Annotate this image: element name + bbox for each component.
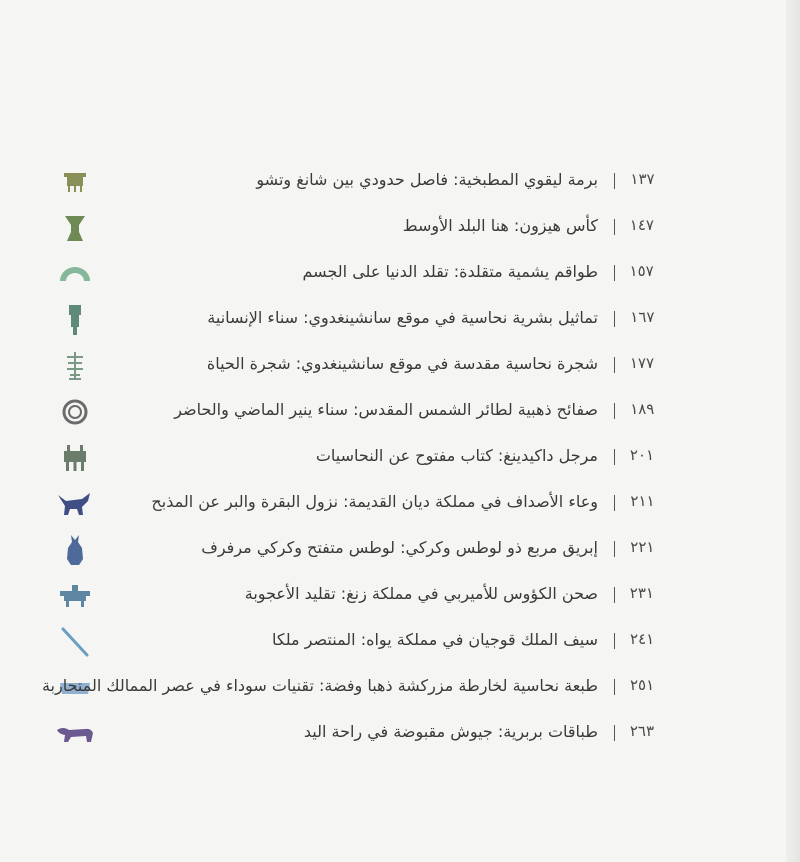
toc-entry[interactable] (40, 346, 760, 392)
page-edge-shadow (786, 0, 800, 862)
toc-entry-page-number: ٢٢١ (630, 538, 655, 556)
toc-entry-title: طواقم يشمية متقلدة: تقلد الدنيا على الجسم (302, 262, 598, 281)
separator-bar (614, 449, 615, 465)
toc-entry-title: إبريق مربع ذو لوطس وكركي: لوطس متفتح وكركي مرفرف (201, 538, 598, 557)
toc-entry-title: وعاء الأصداف في مملكة ديان القديمة: نزول البقرة والبر عن المذبح (151, 492, 598, 511)
toc-entry-title: طبعة نحاسية لخارطة مزركشة ذهبا وفضة: تقنيات سوداء في عصر الممالك المتحاربة (41, 676, 598, 695)
toc-entry-page-number: ٢٠١ (629, 446, 655, 464)
bronze-tree-icon (50, 350, 100, 382)
lotus-crane-pot-icon (50, 534, 100, 566)
toc-entry[interactable] (40, 622, 760, 668)
toc-entry-page-number: ١٨٩ (630, 400, 655, 418)
toc-entry-title: مرجل داكيدينغ: كتاب مفتوح عن النحاسيات (315, 446, 598, 465)
separator-bar (614, 679, 615, 695)
toc-entry-page-number: ٢٤١ (630, 630, 655, 648)
toc-entry-title: كأس هيزون: هنا البلد الأوسط (402, 216, 598, 235)
toc-entry-page-number: ١٥٧ (629, 262, 654, 280)
toc-entry[interactable] (40, 254, 760, 300)
toc-entry[interactable] (40, 300, 760, 346)
toc-entry[interactable] (40, 438, 760, 484)
separator-bar (614, 357, 615, 373)
separator-bar (614, 265, 615, 281)
zun-cup-icon (50, 212, 100, 244)
ding-cauldron-icon (50, 442, 100, 474)
toc-entry[interactable] (40, 530, 760, 576)
toc-entry[interactable] (40, 714, 760, 760)
toc-entry-page-number: ١٧٧ (629, 354, 655, 372)
toc-entry[interactable] (40, 392, 760, 438)
toc-entry-title: سيف الملك قوجيان في مملكة يواه: المنتصر ملكا (272, 630, 598, 649)
tiger-plaque-icon (50, 718, 100, 750)
toc-entry-page-number: ١٤٧ (629, 216, 654, 234)
toc-entry-page-number: ١٦٧ (630, 308, 655, 326)
toc-entry-page-number: ٢٣١ (629, 584, 654, 602)
toc-entry-page-number: ٢١١ (630, 492, 655, 510)
cup-dish-icon (50, 580, 100, 612)
separator-bar (614, 633, 615, 649)
bull-container-icon (50, 488, 100, 520)
bronze-figure-icon (50, 304, 100, 336)
toc-entry[interactable] (40, 162, 760, 208)
toc-entry-title: برمة ليقوي المطبخية: فاصل حدودي بين شانغ وتشو (256, 170, 598, 189)
jade-arc-icon (50, 258, 100, 290)
bronze-vessel-icon (50, 166, 100, 198)
toc-entry-title: صحن الكؤوس للأميربي في مملكة زنغ: تقليد الأعجوبة (244, 584, 598, 603)
separator-bar (614, 587, 615, 603)
toc-entry-title: صفائح ذهبية لطائر الشمس المقدس: سناء ينير الماضي والحاضر (174, 400, 598, 419)
separator-bar (614, 219, 615, 235)
separator-bar (614, 403, 615, 419)
toc-entry-title: طباقات بربرية: جيوش مقبوضة في راحة اليد (303, 722, 598, 741)
toc-entry[interactable] (40, 668, 760, 714)
separator-bar (614, 173, 615, 189)
toc-entry[interactable] (40, 576, 760, 622)
toc-entry-page-number: ٢٥١ (629, 676, 655, 694)
separator-bar (614, 311, 615, 327)
toc-entry[interactable] (40, 484, 760, 530)
sun-disc-icon (50, 396, 100, 428)
toc-entry-title: شجرة نحاسية مقدسة في موقع سانشينغدوي: شجرة الحياة (206, 354, 598, 373)
toc-entry-title: تماثيل بشرية نحاسية في موقع سانشينغدوي: سناء الإنسانية (207, 308, 598, 327)
separator-bar (614, 541, 615, 557)
separator-bar (614, 725, 615, 741)
sword-icon (50, 626, 100, 658)
toc-entry-page-number: ١٣٧ (630, 170, 655, 188)
toc-entry-page-number: ٢٦٣ (629, 722, 655, 740)
toc-entry[interactable] (40, 208, 760, 254)
table-of-contents (40, 162, 760, 760)
separator-bar (614, 495, 615, 511)
